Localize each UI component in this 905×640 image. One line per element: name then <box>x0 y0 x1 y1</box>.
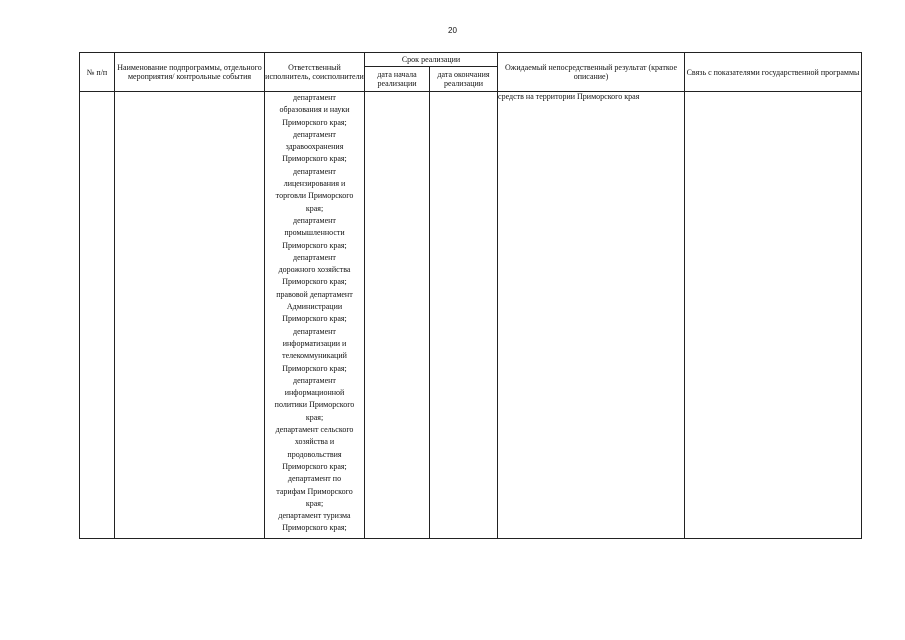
header-start-date: дата начала реализации <box>365 67 430 92</box>
header-name: Наименование подпрограммы, отдельного мероприятия/ контрольные события <box>115 53 265 92</box>
page-number: 20 <box>448 26 457 35</box>
cell-num <box>80 92 115 539</box>
cell-start-date <box>365 92 430 539</box>
cell-link <box>685 92 862 539</box>
header-period: Срок реализации <box>365 53 498 67</box>
header-end-date: дата окончания реализации <box>430 67 498 92</box>
cell-responsible: департамент образования и науки Приморского края; департамент здравоохранения Приморского края; департамент лицензирования и торговли Приморского края; департамент промышленности Приморского края; департамент дорожного хозяйства Приморского края; правовой департамент Администрации Приморского края; департамент информатизации и телекоммуникаций Приморского края; департамент информационной политики Приморского края; департамент сельского хозяйства и продовольствия Приморского края; департамент по тарифам Приморского края; департамент туризма Приморского края; <box>265 92 365 539</box>
cell-result: средств на территории Приморского края <box>498 92 685 539</box>
header-num: № п/п <box>80 53 115 92</box>
cell-end-date <box>430 92 498 539</box>
program-table <box>79 52 862 539</box>
cell-name <box>115 92 265 539</box>
table-row <box>80 92 862 539</box>
header-result: Ожидаемый непосредственный результат (краткое описание) <box>498 53 685 92</box>
header-link: Связь с показателями государственной программы <box>685 53 862 92</box>
header-responsible: Ответственный исполнитель, соисполнители <box>265 53 365 92</box>
